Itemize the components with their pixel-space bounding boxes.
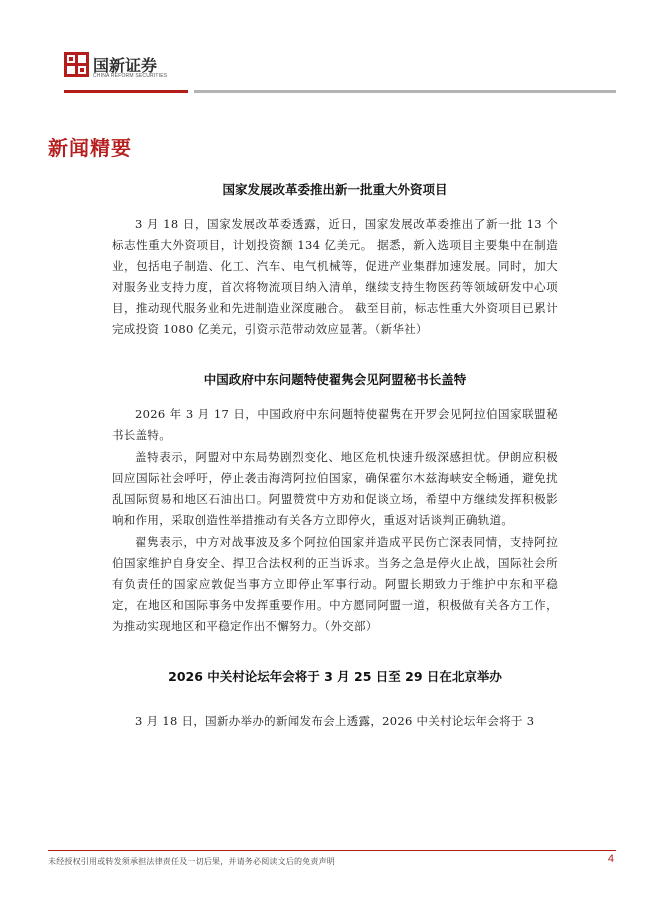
page-number: 4 bbox=[607, 853, 614, 865]
article-paragraph: 3 月 18 日，国家发展改革委透露，近日，国家发展改革委推出了新一批 13 个标志性重大外资项目，计划投资额 134 亿美元。 据悉，新入选项目主要集中在制造业，包括电子制造、化工、汽车、电气机械等，促进产业集群加速发展。同时，加大对服务业支持力度，首次将物流项目纳入清单，继续支持生物医药等领域研发中心项目，推动现代服务业和先进制造业深度融合。 截至目前，标志性重大外资项目已累计完成投资 1080 亿美元，引资示范带动效应显著。（新华社） bbox=[112, 217, 558, 336]
footer-divider bbox=[48, 850, 616, 851]
article-paragraph: 翟隽表示，中方对战事波及多个阿拉伯国家并造成平民伤亡深表同情，支持阿拉伯国家维护自身安全、捍卫合法权利的正当诉求。当务之急是停火止战，国际社会所有负责任的国家应敦促当事方立即停止军事行动。阿盟长期致力于维护中东和平稳定，在地区和国际事务中发挥重要作用。中方愿同阿盟一道，积极做有关各方工作，为推动实现地区和平稳定作出不懈努力。（外交部） bbox=[112, 535, 558, 633]
article-title: 2026 中关村论坛年会将于 3 月 25 日至 29 日在北京举办 bbox=[168, 669, 502, 684]
article-paragraph: 盖特表示，阿盟对中东局势剧烈变化、地区危机快速升级深感担忧。伊朗应积极回应国际社会呼吁，停止袭击海湾阿拉伯国家，确保霍尔木兹海峡安全畅通，避免扰乱国际贸易和地区石油出口。阿盟赞赏中方劝和促谈立场，希望中方继续发挥积极影响和作用，采取创造性举措推动有关各方立即停火，重返对话谈判正确轨道。 bbox=[112, 450, 558, 527]
article-paragraph: 3 月 18 日，国新办举办的新闻发布会上透露，2026 中关村论坛年会将于 3 bbox=[135, 714, 535, 728]
article-title: 国家发展改革委推出新一批重大外资项目 bbox=[222, 182, 448, 197]
brand-name-cn: 国新证券 bbox=[93, 56, 158, 75]
article bbox=[112, 180, 558, 340]
article bbox=[112, 667, 558, 732]
brand-name-en: CHINA REFORM SECURITIES bbox=[93, 73, 168, 79]
page-header bbox=[0, 0, 662, 100]
article-title: 中国政府中东问题特使翟隽会见阿盟秘书长盖特 bbox=[203, 372, 467, 387]
article bbox=[112, 370, 558, 637]
news-content bbox=[112, 180, 558, 732]
brand-logo-icon bbox=[64, 52, 89, 77]
footer-disclaimer: 未经授权引用或转发须承担法律责任及一切后果，并请务必阅读文后的免责声明 bbox=[48, 857, 335, 866]
header-divider-line bbox=[194, 90, 616, 93]
article-paragraph: 2026 年 3 月 17 日，中国政府中东问题特使翟隽在开罗会见阿拉伯国家联盟秘书长盖特。 bbox=[112, 407, 558, 442]
header-accent-line bbox=[64, 90, 188, 93]
section-title: 新闻精要 bbox=[48, 136, 132, 160]
brand-logo bbox=[64, 52, 184, 86]
